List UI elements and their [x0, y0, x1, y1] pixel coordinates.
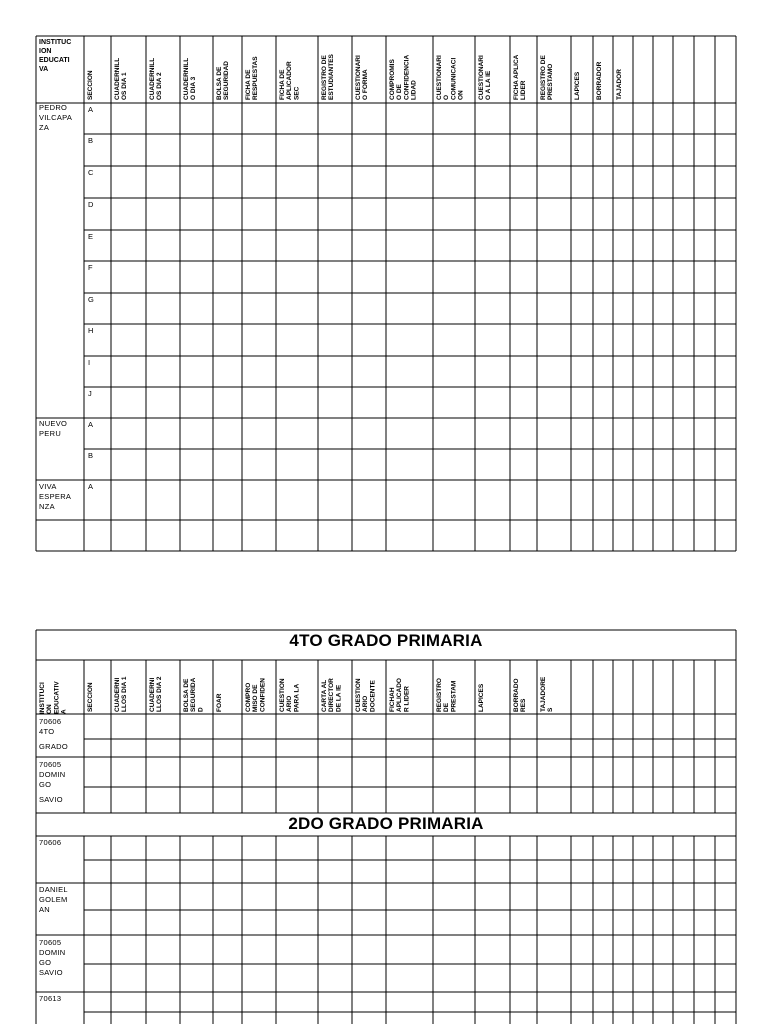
section-letter: A — [88, 482, 94, 491]
table1-column-header: COMPROMIS O DE CONFIDENCIA LIDAD — [389, 54, 418, 100]
table3-title: 2DO GRADO PRIMARIA — [288, 814, 484, 833]
school-70605-savio: SAVIO — [39, 795, 63, 804]
table1-column-header: CUADERNILL O DIA 3 — [183, 57, 198, 100]
table1-column-header: SECCION — [87, 70, 94, 100]
table1-column-header: FICHA DE APLICADOR SEC — [279, 61, 301, 100]
table2-column-header: CUADERNI LLOS DIA 2 — [149, 676, 164, 712]
table1-column-header: BOLSA DE SEGURIDAD — [216, 60, 231, 100]
section-letter: B — [88, 136, 94, 145]
table1-column-header: CUESTIONARI O A LA IE — [478, 55, 493, 100]
table2-column-header: LAPICES — [478, 683, 485, 712]
table1-column-header: REGISTRO DE ESTUDIANTES — [321, 54, 336, 100]
school-70613: 70613 — [39, 994, 62, 1003]
table1-column-header: CUESTIONARI O COMUNICACI ON — [436, 55, 465, 100]
table2-column-header: SECCION — [87, 682, 94, 712]
section-letter: D — [88, 200, 94, 209]
section-letter: A — [88, 105, 94, 114]
school-nuevo-peru: NUEVO PERU — [39, 419, 68, 438]
table2-column-header: COMPRO MISO DE CONFIDEN — [245, 678, 267, 712]
table2-column-header: BOLSA DE SEGURIDA D — [183, 677, 205, 712]
section-letter: G — [88, 295, 95, 304]
table2-column-header: CUESTION ARIO DOCENTE — [355, 678, 377, 712]
table2-column-header: BORRADO RES — [513, 678, 528, 712]
section-letter: A — [88, 420, 94, 429]
table1-column-header: LAPICES — [574, 71, 581, 100]
table1-column-header: CUESTIONARI O FORMA — [355, 55, 370, 100]
table1-column-header: BORRADOR — [596, 61, 603, 100]
section-letter: I — [88, 358, 91, 367]
table1-column-header: CUADERNILL OS DIA 1 — [114, 57, 129, 100]
section-letter: C — [88, 168, 94, 177]
school-70605-domingo: 70605 DOMIN GO — [39, 760, 66, 789]
table2-column-header: REGISTRO DE PRESTAM — [436, 678, 458, 712]
section-letter: H — [88, 326, 94, 335]
school-daniel-goleman: DANIEL GOLEM AN — [39, 885, 68, 914]
table1-column-header: FICHA DE RESPUESTAS — [245, 56, 260, 100]
table2-column-header: FOAR — [216, 693, 223, 712]
table2-column-header: CARTA AL DIRECTOR DE LA IE — [321, 678, 343, 712]
table2-column-header: FICHAH APLICADO R LIDER — [389, 678, 411, 712]
school-70606-4to: 70606 4TO — [39, 717, 62, 736]
table1-corner-header: INSTITUC ION EDUCATI VA — [39, 39, 72, 73]
school-pedro-vilcapaza: PEDRO VILCAPA ZA — [39, 103, 73, 132]
section-letter: E — [88, 232, 94, 241]
table2-column-header: CUADERNI LLOS DIA 1 — [114, 676, 129, 712]
school-70605-domingo-savio: 70605 DOMIN GO SAVIO — [39, 938, 66, 977]
table2-column-header: TAJADORE S — [540, 676, 555, 712]
table1-column-header: TAJADOR — [616, 69, 623, 100]
table2-column-header: CUESTION ARIO PARA LA — [279, 678, 301, 712]
table1-column-header: REGISTRO DE PRESTAMO — [540, 55, 555, 100]
table1-column-header: CUADERNILL OS DIA 2 — [149, 57, 164, 100]
section-letter: J — [88, 389, 93, 398]
table2-title: 4TO GRADO PRIMARIA — [289, 631, 483, 650]
school-viva-esperanza: VIVA ESPERA NZA — [39, 482, 72, 511]
section-letter: B — [88, 451, 94, 460]
section-letter: F — [88, 263, 93, 272]
school-70606-grado: GRADO — [39, 742, 69, 751]
school-70606: 70606 — [39, 838, 62, 847]
table2-corner-header-text: INSTITUCI ON EDUCATIV A — [39, 681, 68, 714]
table1-column-header: FICHA APLICA LIDER — [513, 54, 528, 100]
table2-corner-header — [37, 664, 83, 714]
